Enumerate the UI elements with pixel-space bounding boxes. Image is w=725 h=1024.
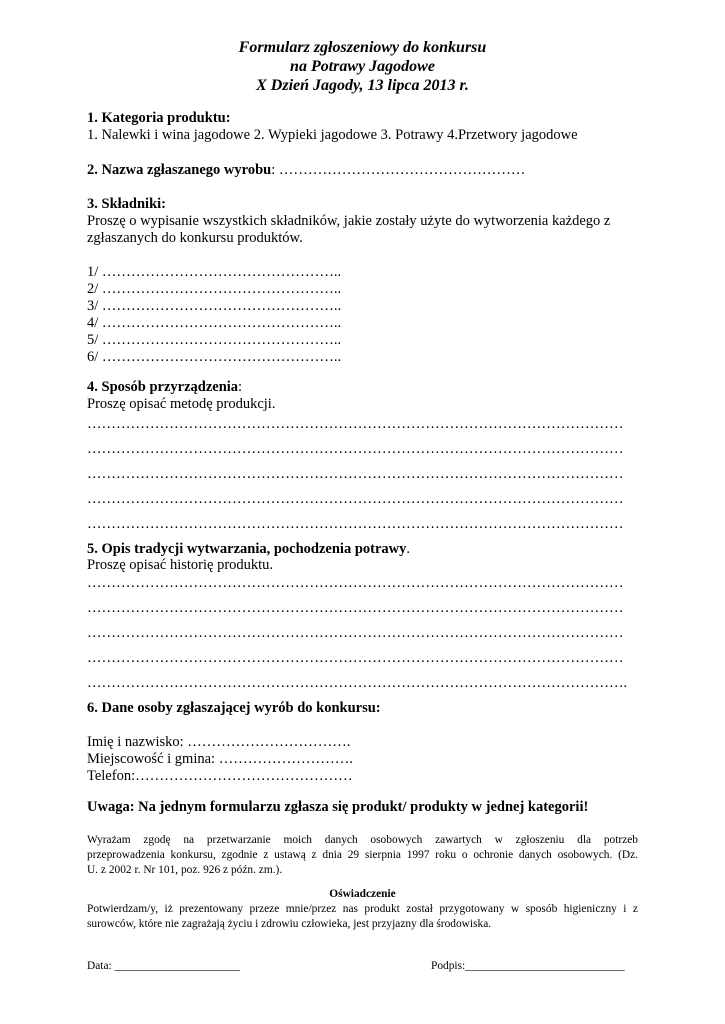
- section5-heading: 5. Opis tradycji wytwarzania, pochodzenia potrawy: [87, 541, 407, 557]
- form-title-line2: na Potrawy Jagodowe: [290, 58, 435, 75]
- ingredients-instruction-line2: zgłaszanych do konkursu produktów.: [87, 230, 303, 246]
- history-line[interactable]: …………………………………………………………………………………………………: [87, 625, 624, 641]
- ingredient-field[interactable]: 3/ …………………………………………..: [87, 298, 342, 314]
- section6-heading: 6. Dane osoby zgłaszającej wyrób do konkursu:: [87, 700, 381, 716]
- section4-heading-line: [87, 379, 242, 396]
- form-title-line3: X Dzień Jagody, 13 lipca 2013 r.: [256, 77, 469, 94]
- consent-line1: Wyrażam zgodę na przetwarzanie moich danych osobowych zawartych w zgłoszeniu dla potrzeb: [87, 834, 638, 846]
- product-name-field[interactable]: [87, 162, 525, 179]
- declaration-heading: Oświadczenie: [329, 888, 396, 900]
- ingredient-field[interactable]: 4/ …………………………………………..: [87, 315, 342, 331]
- ingredient-field[interactable]: 6/ …………………………………………..: [87, 349, 342, 365]
- product-categories: 1. Nalewki i wina jagodowe 2. Wypieki jagodowe 3. Potrawy 4.Przetwory jagodowe: [87, 127, 578, 143]
- place-field[interactable]: Miejscowość i gmina: ……………………….: [87, 751, 353, 767]
- method-line[interactable]: …………………………………………………………………………………………………: [87, 516, 624, 532]
- phone-field[interactable]: Telefon:………………………………………: [87, 768, 353, 784]
- section1-heading: 1. Kategoria produktu:: [87, 110, 231, 126]
- section4-heading-suffix: :: [238, 379, 243, 395]
- ingredient-field[interactable]: 1/ …………………………………………..: [87, 264, 342, 280]
- history-line[interactable]: ………………………………………………………………………………………………….: [87, 675, 628, 691]
- ingredients-instruction-line1: Proszę o wypisanie wszystkich składników, jakie zostały użyte do wytworzenia każdego z: [87, 213, 611, 229]
- section4-heading: 4. Sposób przyrządzenia: [87, 379, 239, 395]
- form-title-line1: Formularz zgłoszeniowy do konkursu: [238, 39, 487, 56]
- consent-line2: przeprowadzenia konkursu, zgodnie z ustawą z dnia 29 sierpnia 1997 roku o ochronie danych osobowych. (Dz.: [87, 849, 638, 861]
- section3-heading: 3. Składniki:: [87, 196, 166, 212]
- method-instruction: Proszę opisać metodę produkcji.: [87, 396, 276, 412]
- method-line[interactable]: …………………………………………………………………………………………………: [87, 416, 624, 432]
- section5-heading-line: [87, 541, 410, 558]
- method-line[interactable]: …………………………………………………………………………………………………: [87, 466, 624, 482]
- product-name-dots: : ……………………………………………: [271, 162, 526, 178]
- method-line[interactable]: …………………………………………………………………………………………………: [87, 491, 624, 507]
- category-note: Uwaga: Na jednym formularzu zgłasza się produkt/ produkty w jednej kategorii!: [87, 799, 589, 815]
- history-instruction: Proszę opisać historię produktu.: [87, 557, 274, 573]
- ingredient-field[interactable]: 5/ …………………………………………..: [87, 332, 342, 348]
- declaration-line2: surowców, które nie zagrażają życiu i zdrowiu człowieka, jest przyjazny dla środowiska.: [87, 918, 492, 930]
- consent-line3: U. z 2002 r. Nr 101, poz. 926 z późn. zm.).: [87, 864, 283, 876]
- signature-field[interactable]: Podpis:____________________________: [431, 960, 625, 972]
- ingredient-field[interactable]: 2/ …………………………………………..: [87, 281, 342, 297]
- name-field[interactable]: Imię i nazwisko: …………………………….: [87, 734, 351, 750]
- section2-heading: 2. Nazwa zgłaszanego wyrobu: [87, 162, 272, 178]
- history-line[interactable]: …………………………………………………………………………………………………: [87, 600, 624, 616]
- date-field[interactable]: Data: ______________________: [87, 960, 240, 972]
- history-line[interactable]: …………………………………………………………………………………………………: [87, 650, 624, 666]
- declaration-line1: Potwierdzam/y, iż prezentowany przeze mnie/przez nas produkt został przygotowany w sposób higieniczny i z: [87, 903, 638, 915]
- method-line[interactable]: …………………………………………………………………………………………………: [87, 441, 624, 457]
- section5-heading-suffix: .: [406, 541, 411, 557]
- history-line[interactable]: …………………………………………………………………………………………………: [87, 575, 624, 591]
